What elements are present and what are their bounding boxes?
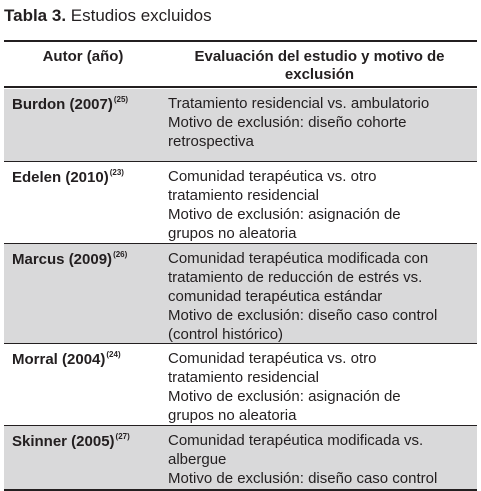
table-caption xyxy=(4,6,212,26)
reference-number: (24) xyxy=(106,350,121,359)
evaluation-line: retrospectiva xyxy=(168,133,254,150)
author-cell xyxy=(4,89,162,161)
evaluation-line: Comunidad terapéutica vs. otro xyxy=(168,168,377,185)
author-name: Skinner (2005) xyxy=(12,433,115,450)
author-cell xyxy=(4,344,162,425)
evaluation-line: tratamiento residencial xyxy=(168,187,319,204)
table-header-row xyxy=(4,42,477,88)
table-caption-title: Estudios excluidos xyxy=(70,6,212,25)
evaluation-line: comunidad terapéutica estándar xyxy=(168,288,383,305)
evaluation-line: Comunidad terapéutica modificada con xyxy=(168,250,429,267)
reference-number: (25) xyxy=(113,95,129,104)
evaluation-line: Motivo de exclusión: diseño caso control xyxy=(168,307,438,324)
table-row xyxy=(4,243,477,343)
evaluation-line: Comunidad terapéutica vs. otro xyxy=(168,350,377,367)
author-name: Morral (2004) xyxy=(12,351,106,368)
evaluation-cell xyxy=(162,344,477,425)
author-name: Edelen (2010) xyxy=(12,169,109,186)
author-cell xyxy=(4,162,162,243)
reference-number: (27) xyxy=(115,432,130,441)
table-row xyxy=(4,88,477,161)
evaluation-line: tratamiento residencial xyxy=(168,369,319,386)
evaluation-cell xyxy=(162,244,477,343)
table-caption-label: Tabla 3. xyxy=(4,6,67,25)
column-header-author: Autor (año) xyxy=(42,48,124,65)
excluded-studies-table xyxy=(4,40,477,491)
reference-number: (26) xyxy=(113,250,128,259)
evaluation-line: grupos no aleatoria xyxy=(168,407,297,424)
table-row xyxy=(4,425,477,489)
column-header-evaluation: Evaluación del estudio y motivo de exclusión xyxy=(194,48,445,83)
evaluation-cell xyxy=(162,162,477,243)
evaluation-line: Motivo de exclusión: asignación de xyxy=(168,206,401,223)
author-name: Burdon (2007) xyxy=(12,96,113,113)
evaluation-line: Motivo de exclusión: asignación de xyxy=(168,388,401,405)
evaluation-line: Motivo de exclusión: diseño caso control xyxy=(168,470,438,487)
evaluation-line: grupos no aleatoria xyxy=(168,225,297,242)
author-name: Marcus (2009) xyxy=(12,251,113,268)
author-cell xyxy=(4,426,162,489)
evaluation-line: Tratamiento residencial vs. ambulatorio xyxy=(168,95,430,112)
evaluation-line: albergue xyxy=(168,451,227,468)
evaluation-line: Comunidad terapéutica modificada vs. xyxy=(168,432,424,449)
evaluation-line: Motivo de exclusión: diseño cohorte xyxy=(168,114,407,131)
reference-number: (23) xyxy=(109,168,124,177)
evaluation-cell xyxy=(162,89,477,161)
evaluation-cell xyxy=(162,426,477,489)
table-row xyxy=(4,161,477,243)
author-cell xyxy=(4,244,162,343)
evaluation-line: (control histórico) xyxy=(168,326,284,343)
table-row xyxy=(4,343,477,425)
evaluation-line: tratamiento de reducción de estrés vs. xyxy=(168,269,423,286)
